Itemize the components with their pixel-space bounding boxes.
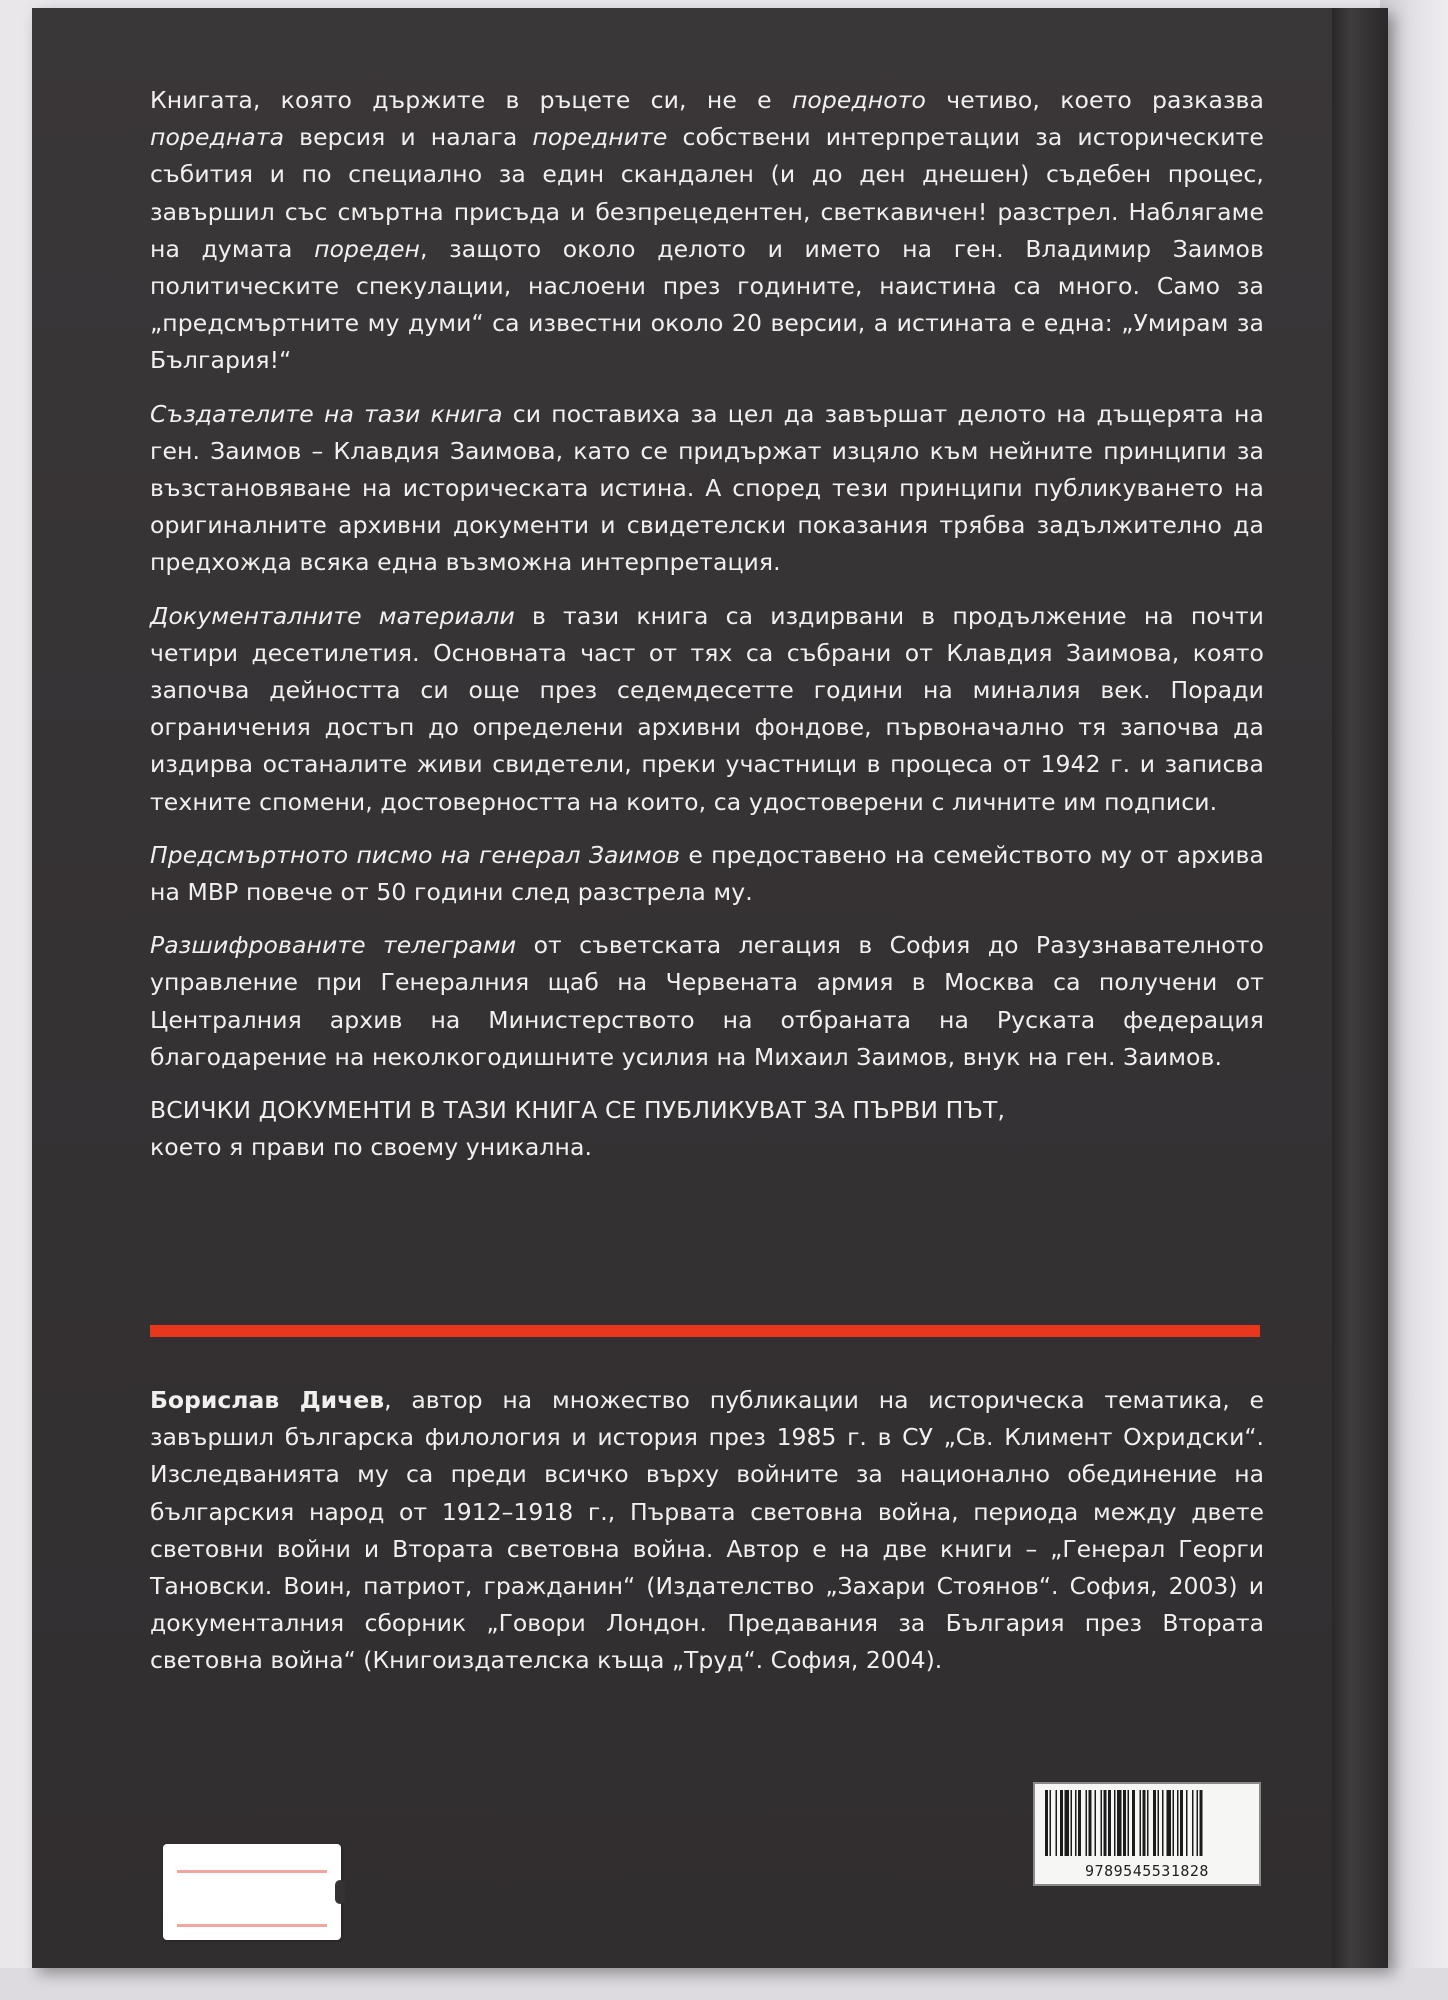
italic-run: поредното — [791, 86, 927, 114]
barcode-bar — [1128, 1790, 1130, 1856]
barcode-bar — [1117, 1790, 1122, 1856]
text-run: собствени интерпретации за историческите събития и по специално за един скандален (и до ден днешен) съдебен процес, завършил със смъртна присъда и безпрецедентен, светкавичен! разстрел. Наблягаме на думата — [150, 123, 1264, 263]
italic-run: пореден — [314, 234, 420, 263]
text-run: което я прави по своему уникална. — [150, 1133, 593, 1162]
uppercase-statement: ВСИЧКИ ДОКУМЕНТИ В ТАЗИ КНИГА СЕ ПУБЛИКУВАТ ЗА ПЪРВИ ПЪТ, — [150, 1096, 1006, 1125]
barcode-bar — [1147, 1790, 1149, 1856]
blurb-paragraph-5 — [150, 927, 1264, 1076]
blurb-paragraph-6 — [150, 1092, 1264, 1166]
barcode-bar — [1162, 1790, 1164, 1856]
italic-run: Разшифрованите телеграми — [150, 931, 517, 960]
background-wall-right — [1380, 0, 1448, 2000]
barcode-bar — [1192, 1790, 1194, 1856]
sticker-notch — [335, 1880, 345, 1904]
barcode-bar — [1050, 1790, 1052, 1856]
price-sticker — [163, 1844, 341, 1940]
barcode-bar — [1071, 1790, 1073, 1856]
barcode-bar — [1045, 1790, 1048, 1856]
italic-run: поредната — [150, 123, 285, 152]
barcode-bar — [1200, 1790, 1203, 1856]
barcode-bar — [1078, 1790, 1081, 1856]
isbn-number: 9789545531828 — [1085, 1862, 1209, 1880]
text-run: си поставиха за цел да завършат делото на дъщерята на ген. Заимов – Клавдия Заимова, като се придържат изцяло към нейните принципи за възстановяване на историческата истина. А според тези принципи публикуването на оригиналните архивни документи и свидетелски показания трябва задължително да предхожда всяка една възможна интерпретация. — [150, 399, 1264, 577]
barcode-bar — [1167, 1790, 1172, 1856]
text-run: Книгата, която държите в ръцете си, не е — [150, 86, 792, 114]
barcode-bar — [1108, 1790, 1111, 1856]
cover-hinge — [1332, 8, 1388, 1968]
blurb-paragraph-4 — [150, 837, 1264, 911]
blurb-text — [150, 82, 1264, 1182]
text-run: версия и налага — [284, 123, 533, 152]
text-run: четиво, което разказва — [926, 86, 1264, 114]
barcode-bar — [1140, 1790, 1142, 1856]
barcode-bar — [1065, 1790, 1070, 1856]
barcode-bar — [1186, 1790, 1188, 1856]
barcode-bar — [1089, 1790, 1092, 1856]
barcode-bar — [1095, 1790, 1097, 1856]
italic-run: Предсмъртното писмо на генерал Заимов — [150, 840, 681, 869]
sticker-stripe — [177, 1870, 327, 1873]
blurb-paragraph-1 — [150, 82, 1264, 380]
italic-run: Създателите на тази книга — [150, 399, 503, 428]
author-bio-text: , автор на множество публикации на историческа тематика, е завършил българска филология и история през 1985 г. в СУ „Св. Климент Охридски“. Изследванията му са преди всичко върху войните за национално обединение на българския народ от 1912–1918 г., Първата световна война, периода между двете световни войни и Втората световна война. Автор е на две книги – „Генерал Георги Тановски. Воин, патриот, гражданин“ (Издателство „Захари Стоянов“. София, 2003) и документалния сборник „Говори Лондон. Предавания за България през Втората световна война“ (Книгоиздателска къща „Труд“. София, 2004). — [150, 1386, 1264, 1675]
barcode-bar — [1075, 1790, 1077, 1856]
barcode-bar — [1177, 1790, 1179, 1856]
barcode-bar — [1114, 1790, 1116, 1856]
text-run: от съветската легация в София до Разузнавателното управление при Генералния щаб на Червената армия в Москва са получени от Централния архив на Министерството на отбраната на Руската федерация благодарение на неколкогодишните усилия на Михаил Заимов, внук на ген. Заимов. — [150, 931, 1264, 1071]
barcode-bars-icon — [1043, 1790, 1253, 1856]
barcode-bar — [1143, 1790, 1146, 1856]
text-run: е предоставено на семейството му от архива на МВР повече от 50 години след разстрела му. — [150, 840, 1264, 907]
barcode-bar — [1173, 1790, 1175, 1856]
blurb-paragraph-2 — [150, 396, 1264, 582]
background-surface-bottom — [0, 1968, 1448, 2000]
barcode-bar — [1123, 1790, 1126, 1856]
barcode-bar — [1086, 1790, 1088, 1856]
italic-run: поредните — [532, 123, 668, 152]
sticker-stripe — [177, 1924, 327, 1927]
isbn-barcode — [1033, 1782, 1261, 1886]
barcode-bar — [1197, 1790, 1199, 1856]
barcode-bar — [1158, 1790, 1160, 1856]
author-name: Борислав Дичев — [150, 1386, 385, 1414]
barcode-bar — [1153, 1790, 1156, 1856]
barcode-bar — [1056, 1790, 1058, 1856]
red-divider-line — [150, 1325, 1260, 1337]
barcode-bar — [1104, 1790, 1107, 1856]
author-bio — [150, 1382, 1264, 1680]
barcode-bar — [1060, 1790, 1063, 1856]
text-run: в тази книга са издирвани в продължение на почти четири десетилетия. Основната част от тях са събрани от Клавдия Заимова, която започва дейността си още през седемдесетте години на миналия век. Поради ограничения достъп до определени архивни фондове, първоначално тя започва да издирва останалите живи свидетели, преки участници в процеса от 1942 г. и записва техните спомени, достоверността на които, са удостоверени с личните им подписи. — [150, 601, 1264, 816]
italic-run: Документалните материали — [150, 601, 515, 630]
barcode-bar — [1180, 1790, 1183, 1856]
text-run: , защото около делото и името на ген. Владимир Заимов политическите спекулации, наслоени през годините, наистина са много. Само за „предсмъртните му думи“ са известни около 20 версии, а истината е една: „Умирам за България!“ — [150, 234, 1264, 375]
barcode-bar — [1132, 1790, 1135, 1856]
blurb-paragraph-3 — [150, 598, 1264, 821]
barcode-bar — [1101, 1790, 1103, 1856]
